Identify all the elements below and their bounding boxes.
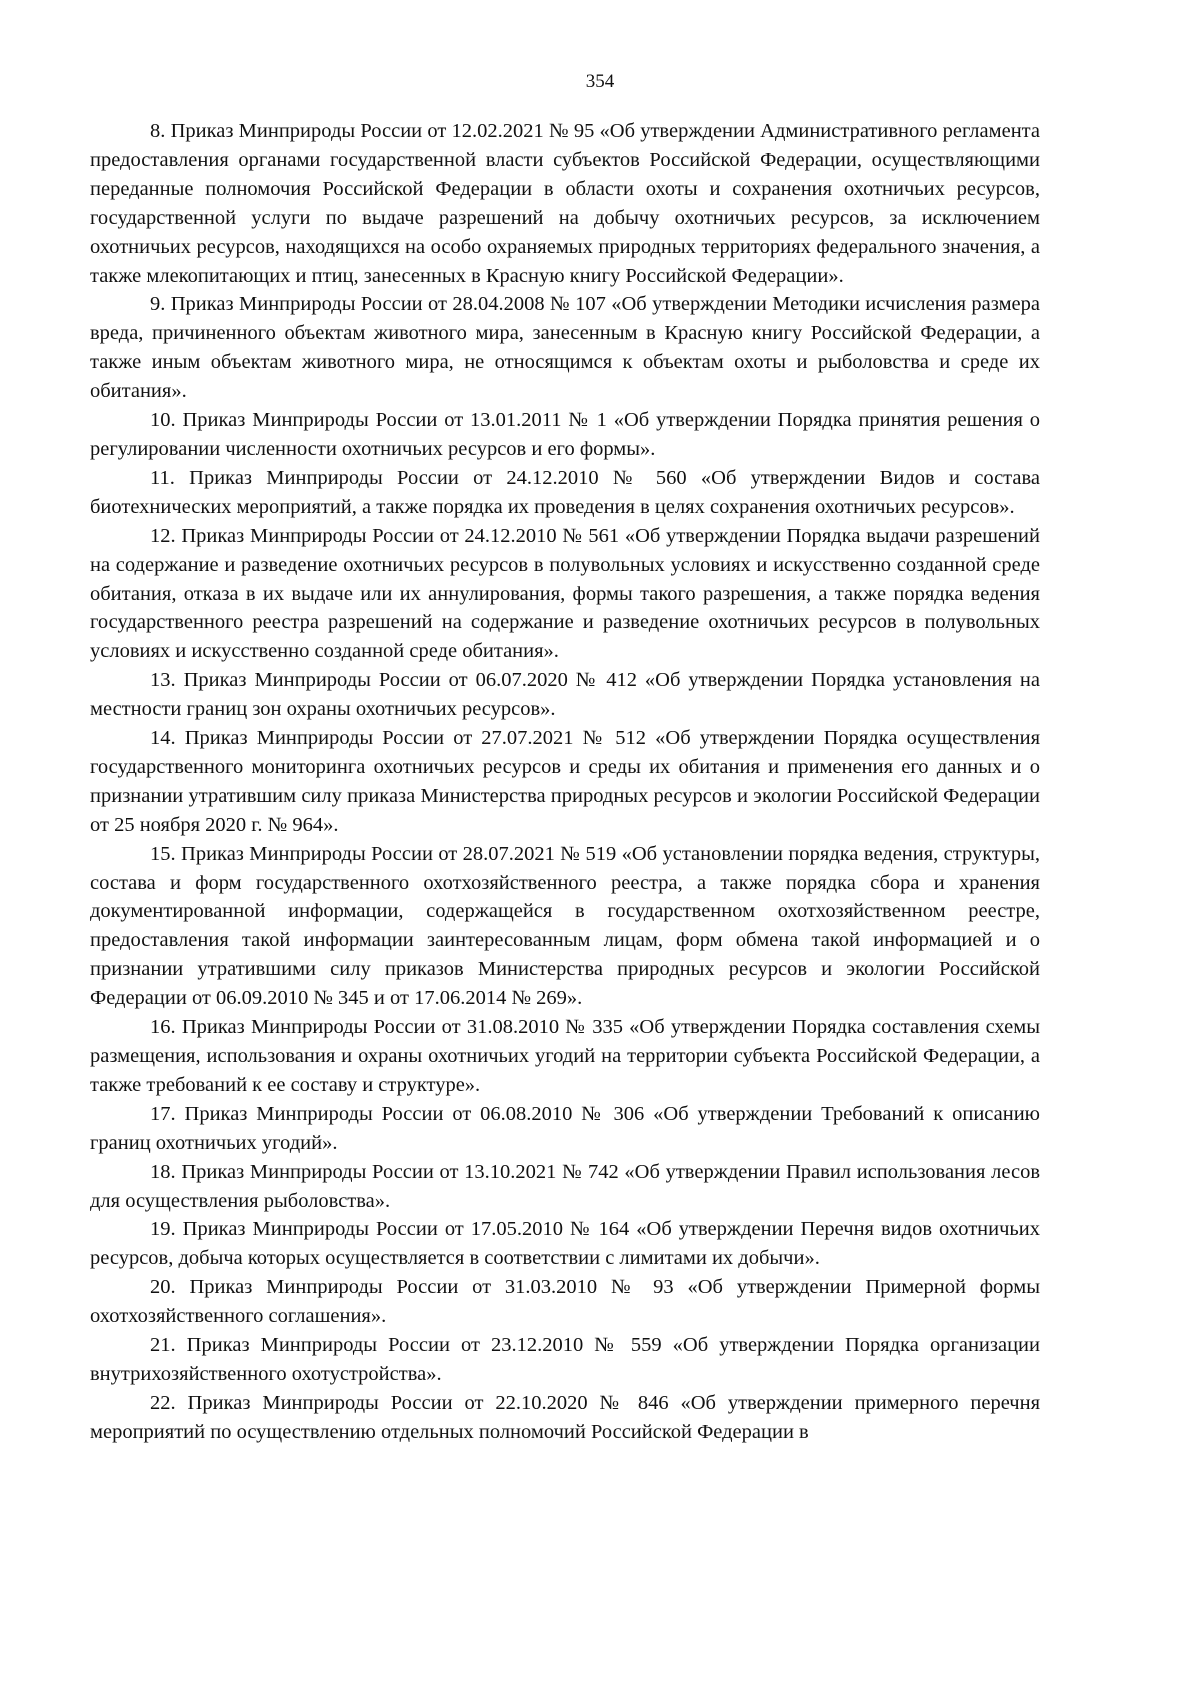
list-item: 13. Приказ Минприроды России от 06.07.2020 № 412 «Об утверждении Порядка установления на местности границ зон охраны охотничьих ресурсов». [90,669,1040,721]
list-item: 12. Приказ Минприроды России от 24.12.2010 № 561 «Об утверждении Порядка выдачи разрешений на содержание и разведение охотничьих ресурсов в полувольных условиях и искусственно созданной среде обитания, отказа в их выдаче или их аннулирования, формы такого разрешения, а также порядка ведения государственного реестра разрешений на содержание и разведение охотничьих ресурсов в полувольных условиях и искусственно созданной среде обитания». [90,524,1040,663]
list-item: 20. Приказ Минприроды России от 31.03.2010 № 93 «Об утверждении Примерной формы охотхозяйственного соглашения». [90,1276,1040,1328]
list-item: 22. Приказ Минприроды России от 22.10.2020 № 846 «Об утверждении примерного перечня мероприятий по осуществлению отдельных полномочий Российской Федерации в [90,1391,1040,1443]
list-item: 19. Приказ Минприроды России от 17.05.2010 № 164 «Об утверждении Перечня видов охотничьих ресурсов, добыча которых осуществляется в соответствии с лимитами их добычи». [90,1218,1040,1270]
list-item: 8. Приказ Минприроды России от 12.02.2021 № 95 «Об утверждении Административного регламента предоставления органами государственной власти субъектов Российской Федерации, осуществляющими переданные полномочия Российской Федерации в области охоты и сохранения охотничьих ресурсов, государственной услуги по выдаче разрешений на добычу охотничьих ресурсов, за исключением охотничьих ресурсов, находящихся на особо охраняемых природных территориях федерального значения, а также млекопитающих и птиц, занесенных в Красную книгу Российской Федерации». [90,120,1040,287]
list-item: 16. Приказ Минприроды России от 31.08.2010 № 335 «Об утверждении Порядка составления схемы размещения, использования и охраны охотничьих угодий на территории субъекта Российской Федерации, а также требований к ее составу и структуре». [90,1016,1040,1096]
list-item: 18. Приказ Минприроды России от 13.10.2021 № 742 «Об утверждении Правил использования лесов для осуществления рыболовства». [90,1160,1040,1212]
list-item: 10. Приказ Минприроды России от 13.01.2011 № 1 «Об утверждении Порядка принятия решения о регулировании численности охотничьих ресурсов и его формы». [90,409,1040,460]
list-item: 14. Приказ Минприроды России от 27.07.2021 № 512 «Об утверждении Порядка осуществления государственного мониторинга охотничьих ресурсов и среды их обитания и применения его данных и о признании утратившим силу приказа Министерства природных ресурсов и экологии Российской Федерации от 25 ноября 2020 г. № 964». [90,727,1040,836]
page-number: 354 [585,71,615,92]
document-body [90,117,1040,1447]
list-item: 21. Приказ Минприроды России от 23.12.2010 № 559 «Об утверждении Порядка организации внутрихозяйственного охотустройства». [90,1334,1040,1385]
list-item: 9. Приказ Минприроды России от 28.04.2008 № 107 «Об утверждении Методики исчисления размера вреда, причиненного объектам животного мира, занесенным в Красную книгу Российской Федерации, а также иным объектам животного мира, не относящимся к объектам охоты и рыболовства и среде их обитания». [90,293,1040,403]
list-item: 17. Приказ Минприроды России от 06.08.2010 № 306 «Об утверждении Требований к описанию границ охотничьих угодий». [90,1102,1040,1154]
list-item: 15. Приказ Минприроды России от 28.07.2021 № 519 «Об установлении порядка ведения, структуры, состава и форм государственного охотхозяйственного реестра, а также порядка сбора и хранения документированной информации, содержащейся в государственном охотхозяйственном реестре, предоставления такой информации заинтересованным лицам, форм обмена такой информацией и о признании утратившими силу приказов Министерства природных ресурсов и экологии Российской Федерации от 06.09.2010 № 345 и от 17.06.2014 № 269». [90,842,1040,1010]
list-item: 11. Приказ Минприроды России от 24.12.2010 № 560 «Об утверждении Видов и состава биотехнических мероприятий, а также порядка их проведения в целях сохранения охотничьих ресурсов». [90,466,1040,518]
